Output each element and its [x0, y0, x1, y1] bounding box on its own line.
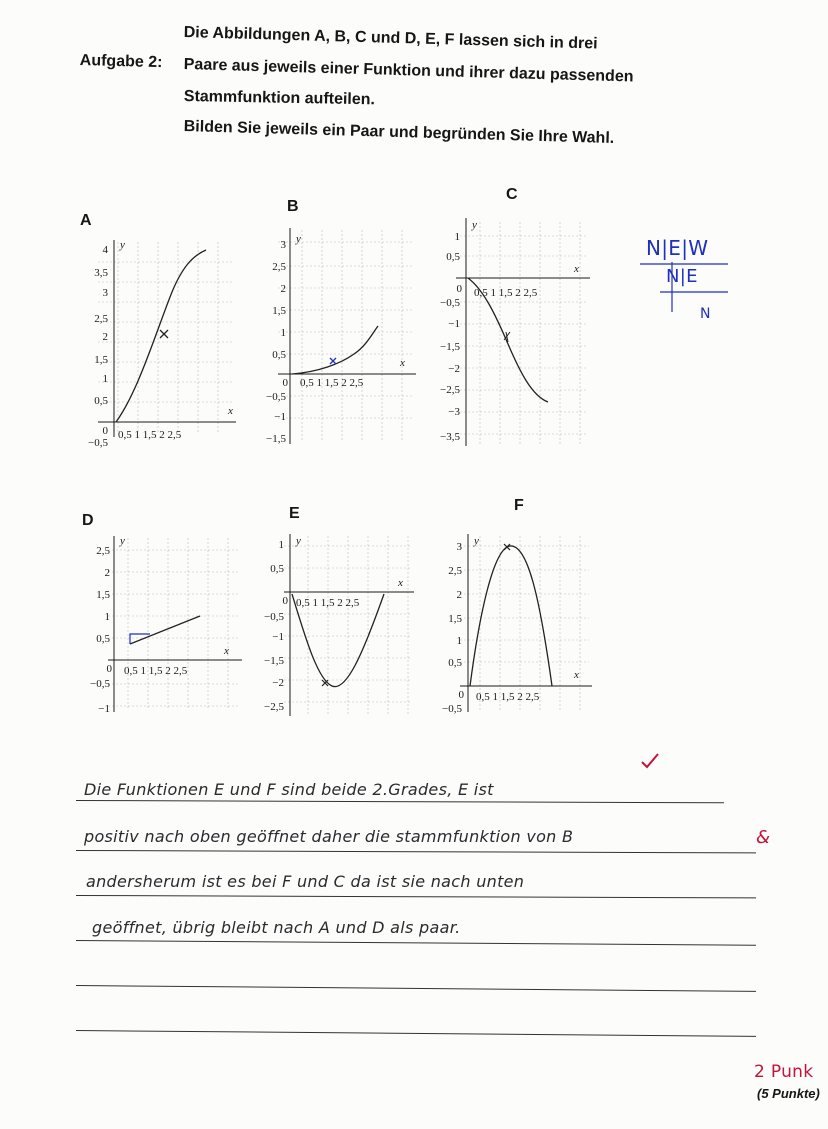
grid — [284, 536, 412, 714]
graph-b — [258, 222, 418, 452]
graph-letter-e: E — [289, 505, 300, 522]
y-label: y — [472, 219, 477, 231]
neg-tick: −1,5 — [266, 433, 286, 445]
x-ticks: 0,5 1 1,5 2 2,5 — [296, 597, 360, 609]
neg-tick: −2 — [272, 677, 284, 689]
grid — [98, 242, 233, 432]
graph-c — [422, 212, 592, 452]
y-tick: 2 — [280, 283, 286, 295]
y-tick: 1 — [280, 327, 286, 339]
y-tick: 3 — [102, 287, 108, 299]
neg-tick: −1,5 — [264, 655, 284, 667]
grid — [278, 230, 413, 442]
rule-line — [76, 850, 756, 853]
task-line-1: Die Abbildungen A, B, C und D, E, F lassen sich in drei — [183, 24, 598, 53]
x-label: x — [574, 669, 579, 681]
graph-letter-b: B — [287, 198, 299, 215]
x-label: x — [574, 263, 579, 275]
neg-tick: −0,5 — [266, 391, 286, 403]
graph-e — [250, 530, 415, 720]
y-tick: 3 — [280, 239, 286, 251]
origin-label: 0 — [102, 425, 108, 437]
x-ticks: 0,5 1 1,5 2 2,5 — [118, 429, 182, 441]
x-ticks: 0,5 1 1,5 2 2,5 — [300, 377, 364, 389]
graph-a — [88, 232, 238, 452]
note-new-row3: N — [700, 306, 711, 322]
y-tick: 2,5 — [448, 565, 462, 577]
y-tick: 1 — [102, 373, 108, 385]
y-tick: 0,5 — [448, 657, 462, 669]
origin-label: 0 — [282, 377, 288, 389]
curve-a — [116, 250, 206, 422]
answer-line-1: Die Funktionen E und F sind beide 2.Grades, E ist — [84, 780, 494, 799]
task-line-3: Stammfunktion aufteilen. — [183, 88, 376, 109]
x-label: x — [224, 645, 229, 657]
neg-tick: −2,5 — [264, 701, 284, 713]
neg-tick: −1,5 — [440, 341, 460, 353]
check-mark-icon — [640, 752, 660, 770]
y-tick: 1,5 — [94, 354, 108, 366]
y-tick: 1,5 — [96, 589, 110, 601]
rule-line — [76, 1030, 756, 1037]
answer-line-2: positiv nach oben geöffnet daher die stammfunktion von B — [84, 827, 574, 846]
origin-label: 0 — [458, 689, 464, 701]
x-label: x — [228, 405, 233, 417]
y-label: y — [296, 535, 301, 547]
grid — [456, 222, 587, 444]
x-ticks: 0,5 1 1,5 2 2,5 — [476, 691, 540, 703]
task-line-4: Bilden Sie jeweils ein Paar und begründen Sie Ihre Wahl. — [183, 118, 615, 148]
neg-tick: −1 — [272, 631, 284, 643]
y-tick: 2 — [456, 589, 462, 601]
graph-f — [424, 530, 594, 720]
graph-letter-a: A — [80, 212, 92, 229]
neg-tick: −0,5 — [90, 678, 110, 690]
origin-label: 0 — [106, 663, 112, 675]
curve-marker-x — [160, 330, 168, 338]
task-label: Aufgabe 2: — [79, 52, 163, 72]
y-tick: 1,5 — [272, 305, 286, 317]
neg-tick: −0,5 — [88, 437, 108, 449]
neg-tick: −2,5 — [440, 384, 460, 396]
x-label: x — [400, 357, 405, 369]
y-tick: 1 — [456, 635, 462, 647]
y-label: y — [474, 535, 479, 547]
y-tick: 2,5 — [94, 313, 108, 325]
task-line-2: Paare aus jeweils einer Funktion und ihrer dazu passenden — [183, 56, 634, 86]
note-new-grid — [640, 262, 730, 322]
y-tick: 2 — [104, 567, 110, 579]
neg-tick: −3 — [448, 406, 460, 418]
x-ticks: 0,5 1 1,5 2 2,5 — [474, 287, 538, 299]
graph-d — [84, 532, 244, 717]
graph-letter-c: C — [506, 186, 518, 203]
neg-tick: −0,5 — [264, 611, 284, 623]
neg-tick: −0,5 — [440, 297, 460, 309]
grid — [108, 538, 239, 710]
graph-letter-f: F — [514, 497, 524, 514]
x-label: x — [398, 577, 403, 589]
y-tick: 3 — [456, 541, 462, 553]
answer-line-3: andersherum ist es bei F und C da ist sie nach unten — [86, 872, 525, 891]
curve-marker-x — [504, 544, 510, 550]
curve-b — [292, 326, 378, 374]
note-new-row1: N|E|W — [646, 236, 709, 260]
y-label: y — [296, 233, 301, 245]
y-tick: 2,5 — [96, 545, 110, 557]
y-tick: 0,5 — [96, 633, 110, 645]
y-tick: 2,5 — [272, 261, 286, 273]
neg-tick: −1 — [448, 318, 460, 330]
y-label: y — [120, 535, 125, 547]
y-tick: 0,5 — [270, 563, 284, 575]
y-tick: 0,5 — [446, 251, 460, 263]
y-label: y — [120, 239, 125, 251]
neg-tick: −0,5 — [442, 703, 462, 715]
y-tick: 3,5 — [94, 267, 108, 279]
y-tick: 1,5 — [448, 613, 462, 625]
red-correction: & — [756, 827, 771, 848]
answer-line-4: geöffnet, übrig bleibt nach A und D als paar. — [92, 918, 461, 937]
y-tick: 1 — [104, 611, 110, 623]
y-tick: 0,5 — [94, 395, 108, 407]
y-tick: 1 — [454, 231, 460, 243]
neg-tick: −3,5 — [440, 431, 460, 443]
graph-letter-d: D — [82, 512, 94, 529]
curve-d — [130, 616, 200, 644]
curve-marker-x — [330, 358, 336, 364]
rule-line — [76, 985, 756, 992]
y-tick: 1 — [278, 539, 284, 551]
neg-tick: −1 — [98, 703, 110, 715]
points-max: (5 Punkte) — [757, 1086, 820, 1101]
y-tick: 4 — [102, 244, 108, 256]
origin-label: 0 — [456, 283, 462, 295]
y-tick: 0,5 — [272, 349, 286, 361]
neg-tick: −1 — [274, 411, 286, 423]
neg-tick: −2 — [448, 363, 460, 375]
rule-line — [76, 800, 724, 803]
rule-line — [76, 895, 756, 898]
y-tick: 2 — [102, 331, 108, 343]
origin-label: 0 — [282, 595, 288, 607]
points-awarded: 2 Punk — [754, 1062, 814, 1082]
note-new-row2: N|E — [666, 266, 698, 287]
rule-line — [76, 940, 756, 946]
x-ticks: 0,5 1 1,5 2 2,5 — [124, 665, 188, 677]
